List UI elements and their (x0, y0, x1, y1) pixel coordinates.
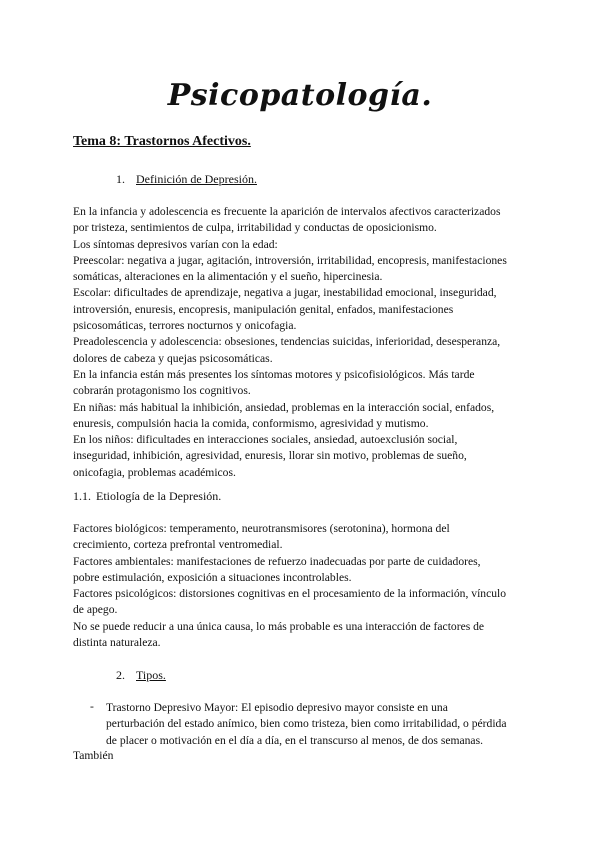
section-number: 1.1. (73, 489, 91, 503)
text-line: pobre estimulación, exposición a situaciones incontrolables. (73, 570, 352, 584)
text-line: perturbación del estado anímico, bien como tristeza, bien como irritabilidad, o pérdida (106, 717, 507, 731)
bullet-text (106, 700, 507, 749)
text-line: por tristeza, sentimientos de culpa, irritabilidad y conductas de oposicionismo. (73, 221, 437, 235)
text-line: Preadolescencia y adolescencia: obsesiones, tendencias suicidas, inferioridad, desesperanza, (73, 335, 501, 349)
topic-heading: Tema 8: Trastornos Afectivos. (73, 134, 251, 149)
intro-paragraph (73, 204, 507, 481)
text-line: enuresis, compulsión hacia la comida, conformismo, agresividad y mutismo. (73, 416, 429, 430)
section-label: Tipos. (136, 668, 166, 682)
text-line: de placer o motivación en el día a día, en el transcurso al menos, de dos semanas. (106, 733, 483, 747)
etiology-paragraph (73, 521, 506, 651)
text-line: psicosomáticas, terrores nocturnos y onicofagia. (73, 319, 297, 333)
section-number: 1. (116, 172, 125, 186)
text-line: Los síntomas depresivos varían con la edad: (73, 237, 278, 251)
text-line: onicofagia, problemas académicos. (73, 465, 236, 479)
text-line: Preescolar: negativa a jugar, agitación, introversión, irritabilidad, encopresis, manifestaciones (73, 253, 507, 267)
text-line: En la infancia y adolescencia es frecuente la aparición de intervalos afectivos caracterizados (73, 205, 501, 218)
text-line: inseguridad, inhibición, agresividad, enuresis, llorar sin motivo, problemas de sueño, (73, 449, 467, 463)
trailing-text: También (73, 749, 114, 762)
text-line: introversión, enuresis, encopresis, manipulación genital, enfados, manifestaciones (73, 302, 454, 316)
text-line: somáticas, alteraciones en la alimentación y el sueño, hipercinesia. (73, 270, 383, 284)
text-line: Trastorno Depresivo Mayor: El episodio depresivo mayor consiste en una (106, 701, 448, 714)
text-line: de apego. (73, 603, 118, 617)
text-line: Factores psicológicos: distorsiones cognitivas en el procesamiento de la información, vínculo (73, 587, 507, 601)
text-line: Factores ambientales: manifestaciones de refuerzo inadecuadas por parte de cuidadores, (73, 554, 481, 568)
text-line: crecimiento, corteza prefrontal ventromedial. (73, 538, 283, 552)
text-line: Factores biológicos: temperamento, neurotransmisores (serotonina), hormona del (73, 522, 450, 535)
text-line: En niñas: más habitual la inhibición, ansiedad, problemas en la interacción social, enfados, (73, 400, 495, 414)
section-label: Definición de Depresión. (136, 172, 257, 186)
section-label: Etiología de la Depresión. (96, 489, 222, 503)
document-title: Psicopatología. (167, 78, 433, 113)
text-line: dolores de cabeza y quejas psicosomáticas. (73, 351, 273, 365)
text-line: En la infancia están más presentes los síntomas motores y psicofisiológicos. Más tarde (73, 367, 475, 381)
text-line: Escolar: dificultades de aprendizaje, negativa a jugar, inestabilidad emocional, inseguridad, (73, 286, 497, 300)
bullet-marker: - (90, 700, 94, 713)
text-line: En los niños: dificultades en interacciones sociales, ansiedad, autoexclusión social, (73, 433, 458, 447)
text-line: cobrarán protagonismo los cognitivos. (73, 384, 251, 398)
section-number: 2. (116, 668, 125, 682)
text-line: distinta naturaleza. (73, 636, 161, 650)
text-line: No se puede reducir a una única causa, lo más probable es una interacción de factores de (73, 619, 485, 633)
